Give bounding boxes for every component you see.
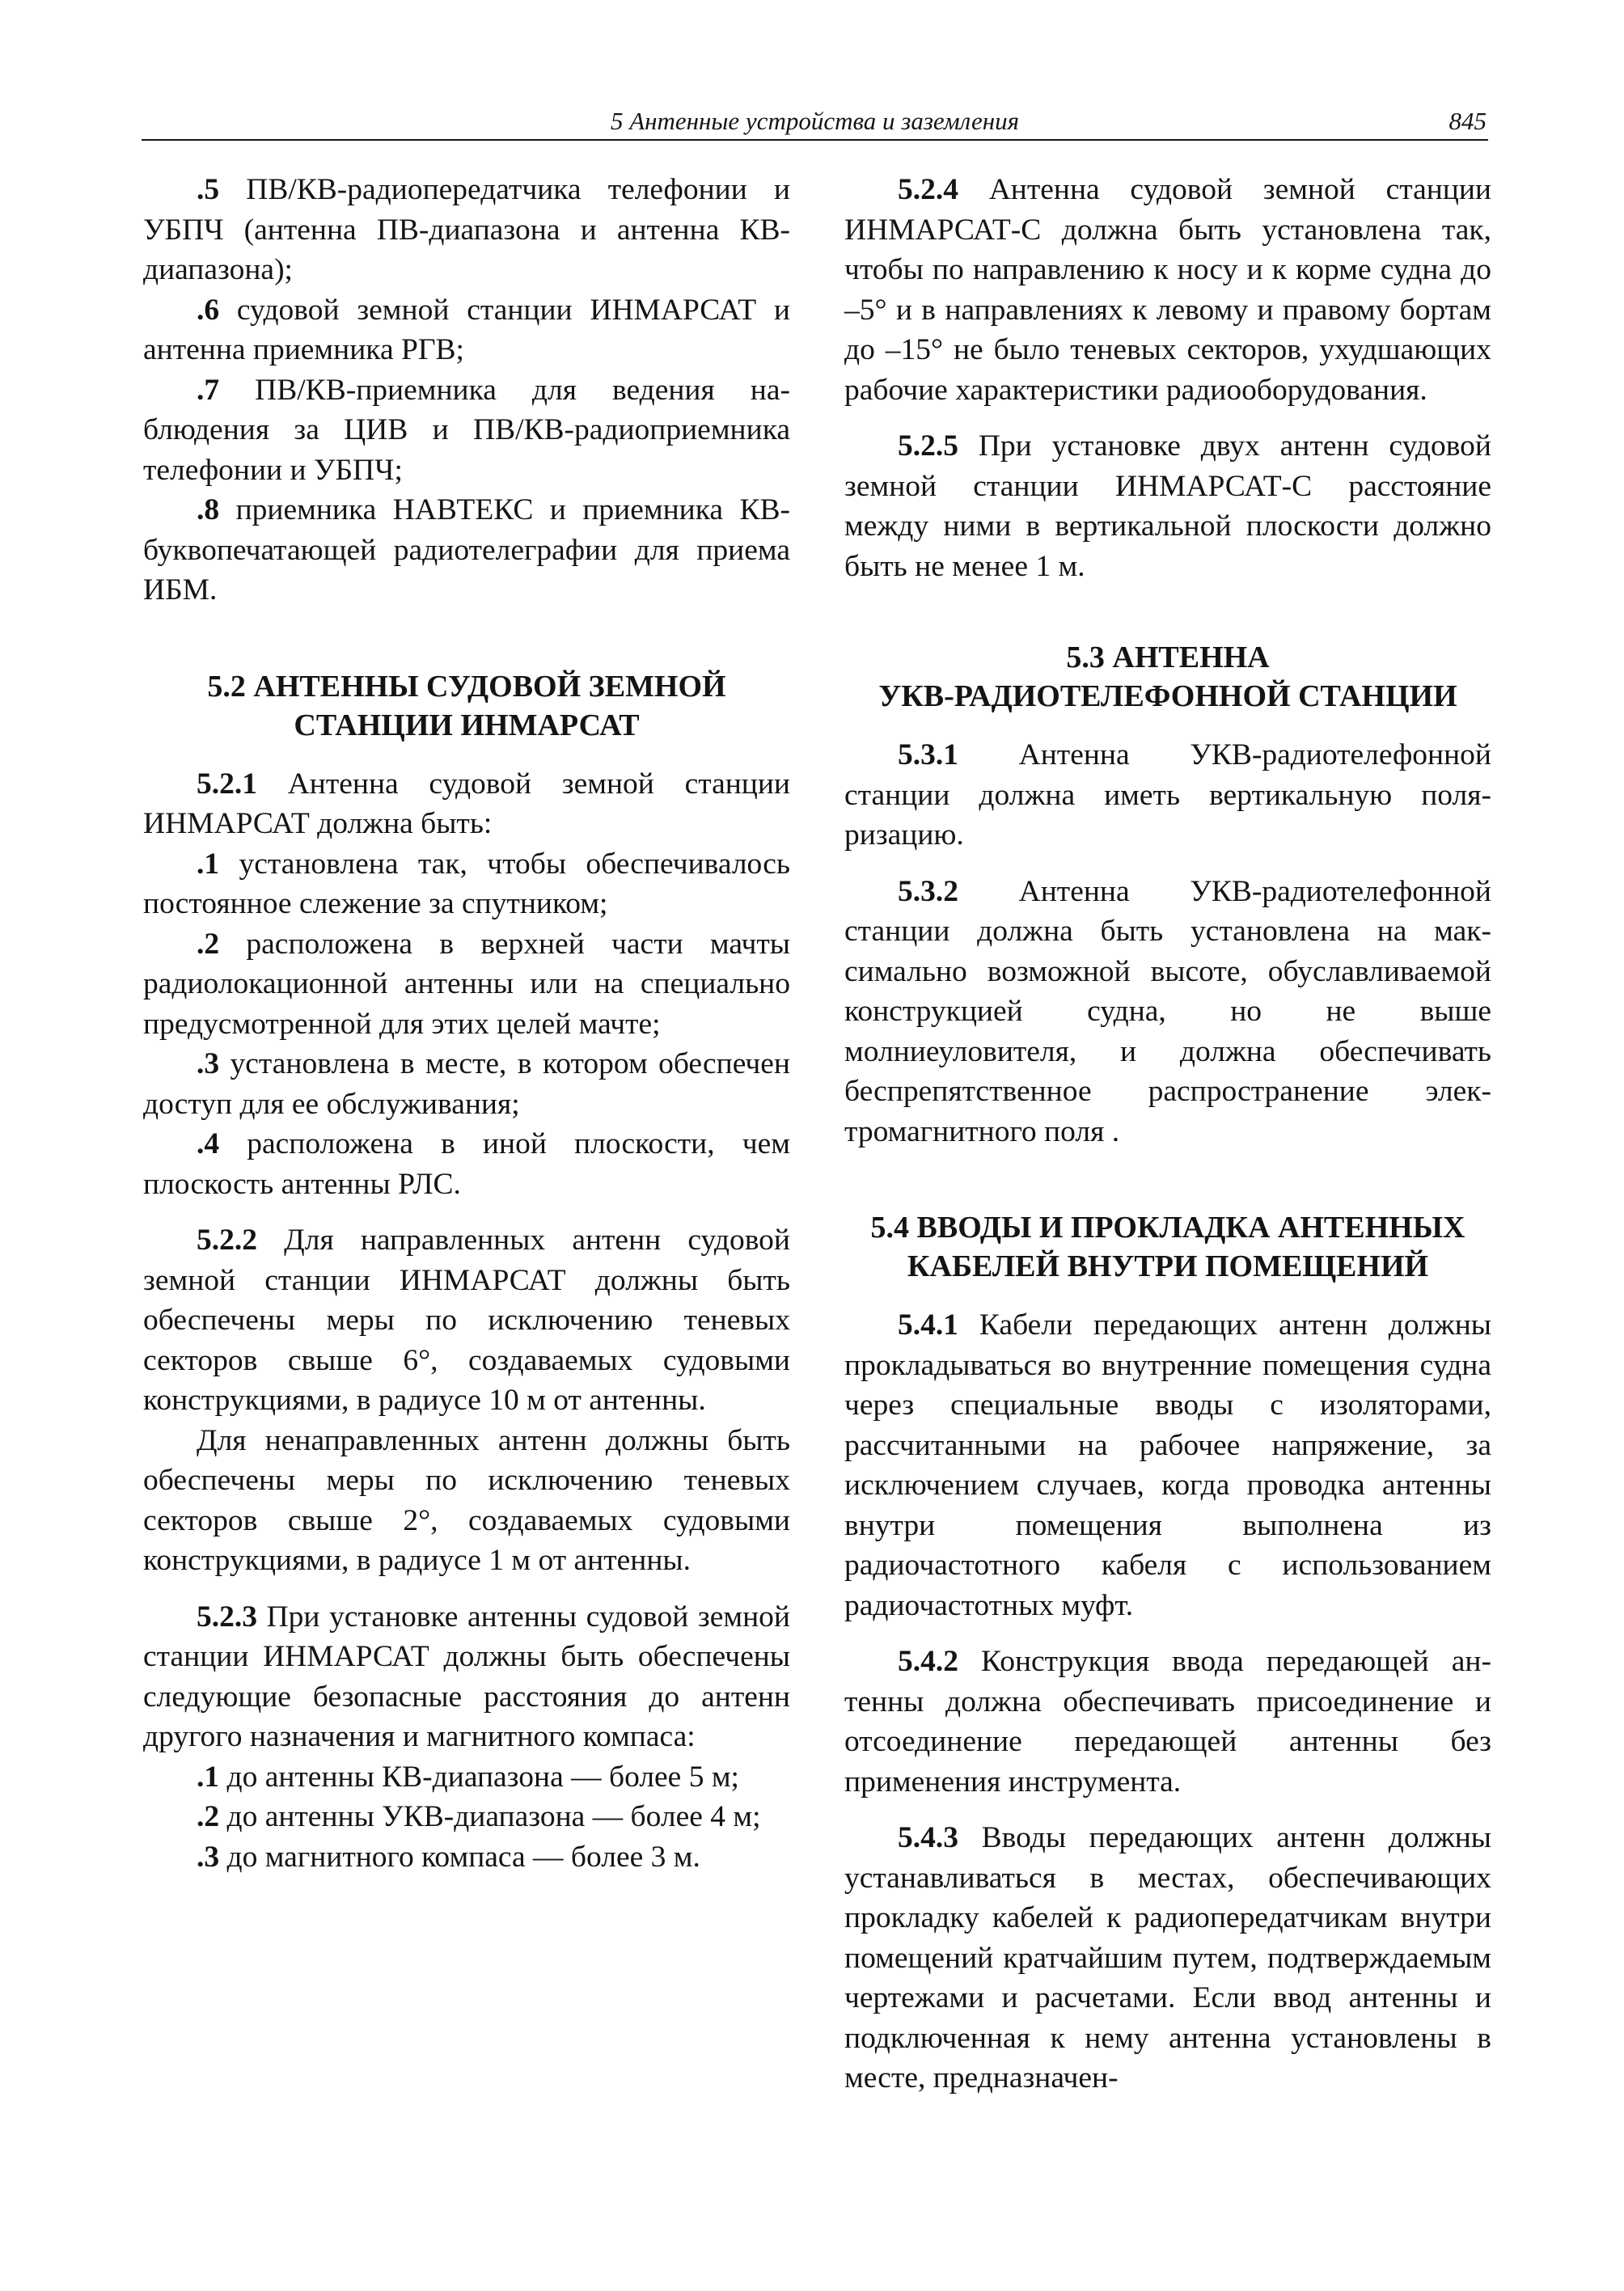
item-number: .5 [197,173,220,206]
paragraph-text: Антенна судовой земной станции ИНМАРСАТ должна быть: [143,767,790,840]
paragraph-text: При установке антенны судовой земной станции ИНМАРСАТ должны быть обеспечены следующие безопасные расстояния до антенн другого назначения и магнитного компаса: [143,1600,790,1753]
item-number: .7 [197,373,220,407]
paragraph-5-2-3 [143,1597,790,1757]
list-item [143,1837,790,1878]
list-item [143,1044,790,1124]
item-text: ПВ/КВ-приемника для ведения наблюдения за ЦИВ и ПВ/КВ-радиоприемника телефонии и УБПЧ; [143,373,790,487]
item-text: приемника НАВТЕКС и приемника КВ-буквопечатающей радиотелеграфии для приема ИБМ. [143,493,790,607]
item-text: установлена в месте, в котором обеспечен доступ для ее обслуживания; [143,1047,790,1121]
paragraph-number: 5.3.2 [898,874,958,908]
item-text: до антенны КВ-диапазона — более 5 м; [219,1760,739,1794]
heading-line: 5.3 АНТЕННА [1066,640,1270,674]
item-text: расположена в иной плоскости, чем плоскость антенны РЛС. [143,1127,790,1201]
item-number: .8 [197,493,220,526]
list-item [143,290,790,370]
item-text: ПВ/КВ-радиопередатчика телефонии и УБПЧ (антенна ПВ-диапазона и антенна КВ-диапазона); [143,173,790,286]
paragraph-text: При установке двух антенн судовой земной станции ИНМАРСАТ-С расстояние между ними в вертикальной плоскости должно быть не менее 1 м. [844,429,1491,583]
item-number: .1 [197,847,220,881]
item-number: .6 [197,293,220,327]
list-item [143,1757,790,1798]
item-number: .4 [197,1127,220,1160]
paragraph-5-4-2 [844,1642,1491,1802]
page-number: 845 [1448,107,1487,135]
list-item [143,490,790,611]
item-text: расположена в верхней части мачты радиолокационной антенны или на специально предусмотренной для этих целей мачте; [143,927,790,1041]
paragraph-5-4-1 [844,1305,1491,1625]
paragraph-5-2-4 [844,170,1491,410]
left-column [143,170,790,1877]
heading-line: УКВ-РАДИОТЕЛЕФОННОЙ СТАНЦИИ [878,679,1457,713]
list-item [143,370,790,491]
list-item [143,1797,790,1837]
paragraph-number: 5.2.1 [197,767,257,801]
paragraph-5-4-3 [844,1818,1491,2099]
list-item [143,844,790,924]
paragraph-text: Кабели передающих антенн должны прокладываться во внутренние помещения судна через специальные вводы с изоляторами, рассчитанными на рабочее напряжение, за исключением случаев, когда проводка антенны внутри помещения выполнена из радиочастотного кабеля с использованием радиочастотных муфт. [844,1308,1491,1622]
paragraph-number: 5.4.1 [898,1308,958,1342]
paragraph-number: 5.3.1 [898,738,958,771]
item-number: .2 [197,1800,220,1833]
paragraph-5-2-2-continued: Для ненаправленных антенн должны быть обеспечены меры по исключению теневых секторов свыше 2°, создаваемых судовыми конструкциями, в радиусе 1 м от антенны. [143,1423,790,1577]
paragraph-5-3-1 [844,735,1491,856]
item-text: судовой земной станции ИНМАРСАТ и антенна приемника РГВ; [143,293,790,366]
page-header [142,104,1488,141]
paragraph-5-2-2 [143,1220,790,1421]
paragraph-text: Вводы передающих антенн должны устанавливаться в местах, обеспечивающих прокладку кабелей к радиопередатчикам внутри помещений кратчайшим путем, подтверждаемым чертежами и расчетами. Если ввод антенны и подключенная к нему антенна установлены в месте, предназначен- [844,1821,1491,2094]
list-item [143,170,790,290]
item-text: до антенны УКВ-диапазона — более 4 м; [219,1800,761,1833]
item-number: .3 [197,1840,220,1874]
paragraph-5-2-5 [844,426,1491,586]
paragraph-text: Конструкция ввода передающей антенны должна обеспечивать присоединение и отсоединение передающей антенны без применения инструмента. [844,1645,1491,1799]
list-item [143,1124,790,1204]
paragraph-text: Для направленных антенн судовой земной станции ИНМАРСАТ должны быть обеспечены меры по исключению теневых секторов свыше 6°, создаваемых судовыми конструкциями, в радиусе 10 м от антенны. [143,1224,790,1417]
section-heading-5-4: 5.4 ВВОДЫ И ПРОКЛАДКА АНТЕННЫХ КАБЕЛЕЙ ВНУТРИ ПОМЕЩЕНИЙ [870,1211,1465,1283]
list-item [143,924,790,1045]
paragraph-number: 5.2.5 [898,429,958,463]
paragraph-5-3-2 [844,872,1491,1152]
paragraph-5-2-1 [143,764,790,844]
section-heading-5-3 [844,638,1491,716]
item-number: .2 [197,927,220,961]
item-number: .3 [197,1047,220,1080]
running-title: 5 Антенные устройства и заземления [610,107,1020,135]
paragraph-number: 5.4.2 [898,1645,958,1678]
paragraph-text: Антенна УКВ-радиотелефонной станции должна быть установлена на максимально возможной высоте, обуславливаемой конструкцией судна, но не выше молниеуловителя, и должна обеспечивать беспрепятственное распространение электромагнитного поля . [844,874,1491,1148]
item-text: до магнитного компаса — более 3 м. [219,1840,700,1874]
section-heading-5-2: 5.2 АНТЕННЫ СУДОВОЙ ЗЕМНОЙ СТАНЦИИ ИНМАРСАТ [207,669,726,742]
paragraph-number: 5.2.3 [197,1600,257,1634]
paragraph-text: Антенна УКВ-радиотелефонной станции должна иметь вертикальную поляризацию. [844,738,1491,852]
paragraph-text: Антенна судовой земной станции ИНМАРСАТ-С должна быть установлена так, чтобы по направлению к носу и к корме судна до –5° и в направлениях к левому и правому бортам до –15° не было теневых секторов, ухудшающих рабочие характеристики радиооборудования. [844,173,1491,407]
paragraph-number: 5.2.2 [197,1224,257,1257]
paragraph-number: 5.2.4 [898,173,958,206]
item-number: .1 [197,1760,220,1794]
item-text: установлена так, чтобы обеспечивалось постоянное слежение за спутником; [143,847,790,920]
paragraph-number: 5.4.3 [898,1821,958,1854]
right-column [844,170,1491,2099]
